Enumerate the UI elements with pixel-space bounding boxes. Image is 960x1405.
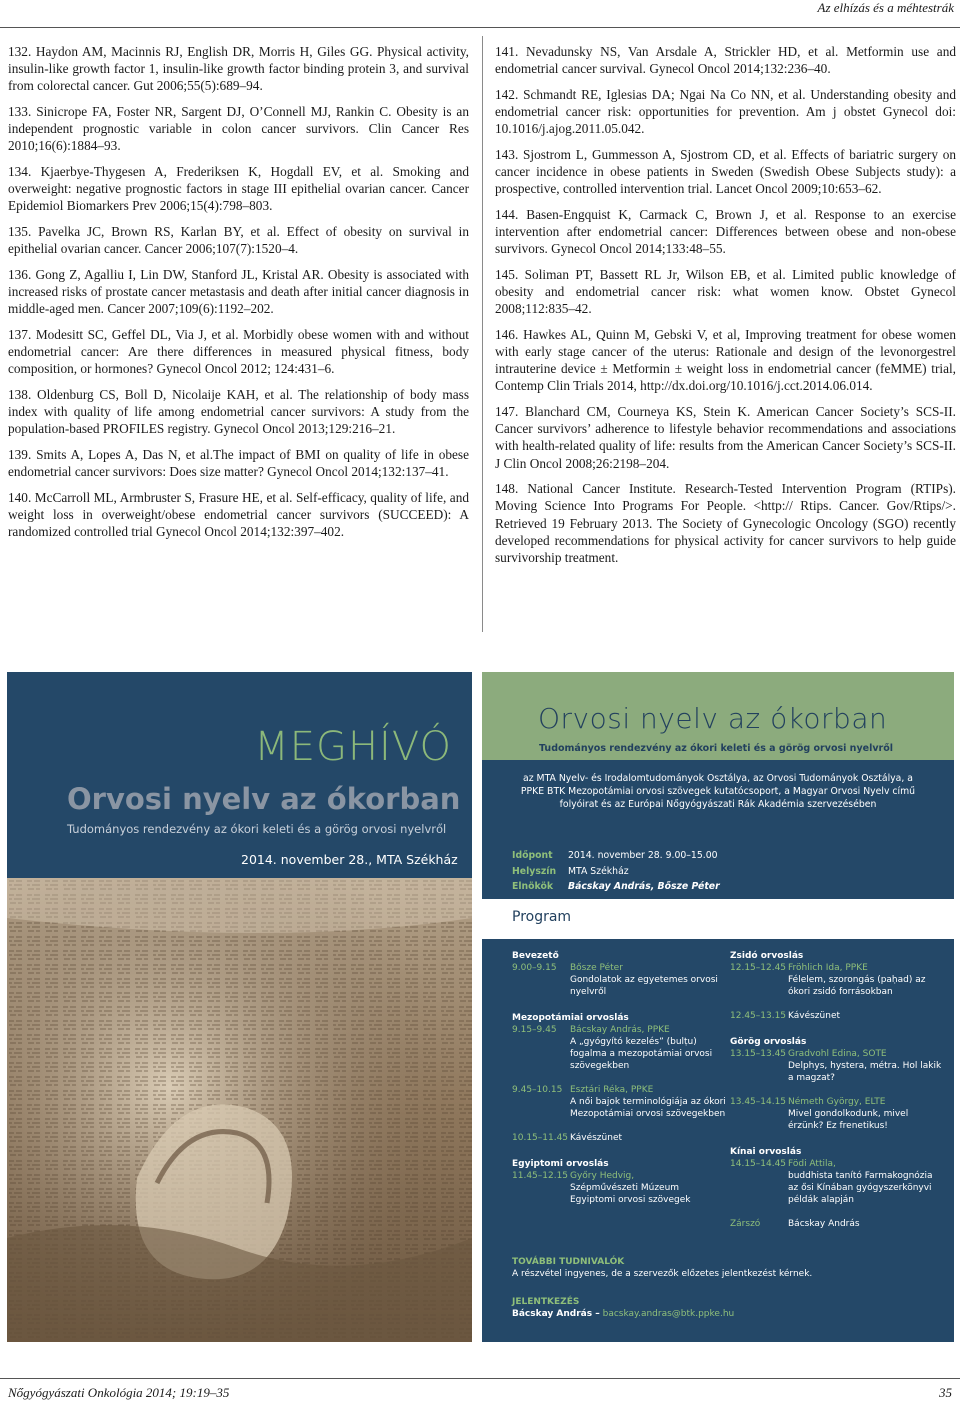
schedule-item [512, 1084, 727, 1120]
schedule-item [730, 1010, 945, 1022]
schedule-time: 12.45–13.15 [730, 1011, 787, 1021]
schedule-time: Zárszó [730, 1219, 761, 1229]
schedule-speaker: Győry Hedvig, [570, 1171, 635, 1181]
schedule-gap [512, 1072, 727, 1084]
schedule-description: Delphys, hystera, métra. Hol lakik a magzat? [788, 1061, 942, 1083]
schedule-item [512, 1132, 727, 1144]
schedule-gap [730, 1084, 945, 1096]
reference-item: 147. Blanchard CM, Courneya KS, Stein K. American Cancer Society’s SCS-II. Cancer survivors’ adherence to lifestyle behavior recommendations and associations with health-related quality of life: results from the American Cancer Society’s SCS-II. J Clin Oncol 2008;26:2198–204. [495, 404, 956, 471]
poster-right-subtitle: Tudományos rendezvény az ókori keleti és a görög orvosi nyelvről [539, 743, 894, 754]
notes-apply-line [512, 1308, 812, 1320]
reference-item: 133. Sinicrope FA, Foster NR, Sargent DJ, O’Connell MJ, Rankin C. Obesity is an independent prognostic variable in colon cancer survivors. Clin Cancer Res 2010;16(6):1884–93. [8, 104, 469, 154]
reference-item: 146. Hawkes AL, Quinn M, Gebski V, et al, Improving treatment for obese women with early stage cancer of the uterus: Rationale and design of the levonorgestrel intrauterine device ± Metformin ± weight loss in endometrial cancer (feMME) trial, Contemp Clin Trials 2014, http://dx.doi.org/10.1016/j.cct.2014.06.014. [495, 326, 956, 394]
references-left-column [8, 43, 469, 549]
poster-artwork [7, 878, 472, 1342]
schedule-gap [730, 998, 945, 1010]
reference-item: 137. Modesitt SC, Geffel DL, Via J, et al. Morbidly obese women with and without endometrial cancer: Are there differences in measured physical fitness, body composition, or hormones? Gynecol Oncol 2012; 124:431–6. [8, 326, 469, 377]
schedule-time: 13.15–13.45 [730, 1049, 787, 1059]
poster-meghivo: MEGHÍVÓ [254, 724, 452, 770]
schedule-left-column [512, 950, 727, 1220]
schedule-details [570, 1132, 727, 1144]
schedule-details [570, 1170, 727, 1206]
info-key: Elnökök [512, 881, 554, 892]
reference-item: 145. Soliman PT, Bassett RL Jr, Wilson EB, et al. Limited public knowledge of obesity and endometrial cancer risk: what women know. Obstet Gynecol 2008;112:835–42. [495, 266, 956, 317]
reference-item: 142. Schmandt RE, Iglesias DA; Ngai Na Co NN, et al. Understanding obesity and endometrial cancer risk: opportunities for prevention. Am j obstet Gynecol doi: 10.1016/j.ajog.2011.05.042. [495, 86, 956, 137]
references-right-column [495, 43, 956, 575]
reference-item: 136. Gong Z, Agalliu I, Lin DW, Stanford JL, Kristal AR. Obesity is associated with increased risks of prostate cancer metastasis and death after initial cancer diagnosis in middle-aged men. Cancer 2007;109(6):1192–202. [8, 266, 469, 317]
reference-item: 139. Smits A, Lopes A, Das N, et al.The impact of BMI on quality of life in obese endometrial cancer survivors: Does size matter? Gynecol Oncol 2014;132:137–41. [8, 446, 469, 479]
reference-item: 148. National Cancer Institute. Research-Tested Intervention Program (RTIPs). Moving Science Into Programs For People. <http:// Rtips. Cancer. Gov/Rtips/>. Retrieved 19 February 2013. The Society of Gynecologic Oncology (SGO) recently developed recommendations for physical activity for cancer survivors to help guide survivorship treatment. [495, 481, 956, 566]
schedule-speaker: Födi Attila, [788, 1159, 836, 1169]
schedule-time: 12.15–12.45 [730, 963, 787, 973]
schedule-block [512, 950, 727, 998]
info-value: 2014. november 28. 9.00–15.00 [568, 850, 718, 861]
footer-journal: Nőgyógyászati Onkológia 2014; 19:19–35 [8, 1385, 230, 1400]
schedule-time: 11.45–12.15 [512, 1171, 569, 1181]
apply-name: Bácskay András – [512, 1309, 600, 1319]
schedule-details [570, 1024, 727, 1072]
reference-item: 141. Nevadunsky NS, Van Arsdale A, Strickler HD, et al. Metformin use and endometrial cancer survival. Gynecol Oncol 2014;132:236–40. [495, 44, 956, 77]
reference-item: 132. Haydon AM, Macinnis RJ, English DR, Morris H, Giles GG. Physical activity, insulin-like growth factor 1, insulin-like growth factor binding protein 3, and survival from colorectal cancer. Gut 2006;55(5):689–94. [8, 44, 469, 94]
poster-left-panel [7, 672, 472, 1342]
schedule-time: 14.15–14.45 [730, 1159, 787, 1169]
schedule-details [788, 1010, 945, 1022]
schedule-description: Mivel gondolkodunk, mivel érzünk? Ez frenetikus! [788, 1109, 909, 1131]
schedule-speaker: Németh György, ELTE [788, 1097, 886, 1107]
schedule-item [730, 1218, 945, 1230]
running-header: Az elhízás és a méhtestrák [817, 0, 954, 15]
schedule-details [570, 1084, 727, 1120]
reference-item: 140. McCarroll ML, Armbruster S, Frasure HE, et al. Self-efficacy, quality of life, and weight loss in overweight/obese endometrial cancer survivors (SUCCEED): A randomized controlled trial Gynecol Oncol 2014;132:397–402. [8, 489, 469, 539]
poster-date-line: 2014. november 28., MTA Székház [241, 852, 458, 867]
schedule-heading: Görög orvoslás [730, 1037, 807, 1047]
schedule-description: Bácskay András [788, 1219, 860, 1229]
schedule-speaker: Bősze Péter [570, 963, 623, 973]
schedule-block [512, 1158, 727, 1206]
schedule-item [512, 962, 727, 998]
schedule-time: 10.15–11.45 [512, 1133, 569, 1143]
info-key: Időpont [512, 850, 553, 861]
schedule-item [512, 1024, 727, 1072]
schedule-speaker: Esztári Réka, PPKE [570, 1085, 654, 1095]
schedule-description: Kávészünet [570, 1133, 623, 1143]
program-label: Program [512, 909, 572, 925]
schedule-time: 9.15–9.45 [512, 1025, 557, 1035]
column-divider [482, 36, 483, 632]
schedule-details [570, 962, 727, 998]
schedule-heading: Mezopotámiai orvoslás [512, 1013, 629, 1023]
footer-rule [0, 1378, 960, 1379]
schedule-heading: Kínai orvoslás [730, 1147, 802, 1157]
poster-notes [512, 1256, 812, 1320]
schedule-details [788, 1048, 945, 1084]
footer-page-number: 35 [939, 1385, 952, 1400]
notes-more-heading: TOVÁBBI TUDNIVALÓK [512, 1257, 625, 1267]
schedule-description: A „gyógyító kezelés” (bulṭu) fogalma a mezopotámiai orvosi szövegekben [570, 1037, 713, 1071]
schedule-heading: Zsidó orvoslás [730, 951, 804, 961]
schedule-description: Félelem, szorongás (paḥad) az ókori zsidó forrásokban [788, 975, 926, 997]
info-row-venue [512, 864, 720, 880]
schedule-block [730, 950, 945, 1022]
schedule-item [730, 1048, 945, 1084]
schedule-gap [512, 1120, 727, 1132]
notes-apply-heading: JELENTKEZÉS [512, 1297, 580, 1307]
schedule-description: Gondolatok az egyetemes orvosi nyelvről [570, 975, 718, 997]
schedule-heading: Egyiptomi orvoslás [512, 1159, 609, 1169]
schedule-details [788, 962, 945, 998]
info-row-chairs [512, 879, 720, 895]
schedule-details [788, 1158, 945, 1206]
reference-item: 143. Sjostrom L, Gummesson A, Sjostrom CD, et al. Effects of bariatric surgery on cancer incidence in obese patients in Sweden (Swedish Obese Subjects study): a prospective, controlled intervention trial. Lancet Oncol 2009;10:653–62. [495, 146, 956, 197]
info-row-time [512, 848, 720, 864]
schedule-item [730, 962, 945, 998]
schedule-time: 9.45–10.15 [512, 1085, 563, 1095]
schedule-time: 13.45–14.15 [730, 1097, 787, 1107]
schedule-heading: Bevezető [512, 951, 559, 961]
info-value: Bácskay András, Bősze Péter [568, 881, 720, 892]
schedule-description: Szépművészeti Múzeum Egyiptomi orvosi szövegek [570, 1183, 691, 1205]
schedule-description: buddhista tanító Farmakognózia az ősi Kínában gyógyszerkönyvi példák alapján [788, 1171, 933, 1205]
schedule-item [512, 1170, 727, 1206]
schedule-description: Kávészünet [788, 1011, 841, 1021]
reference-item: 138. Oldenburg CS, Boll D, Nicolaije KAH, et al. The relationship of body mass index with quality of life among endometrial cancer survivors: A study from the population-based PROFILES registry. Gynecol Oncol 2013;129:216–21. [8, 386, 469, 437]
poster-right-panel [482, 672, 954, 1342]
schedule-gap [730, 1206, 945, 1218]
schedule-block [730, 1146, 945, 1230]
info-value: MTA Székház [568, 865, 629, 877]
notes-more-text: A részvétel ingyenes, de a szervezők előzetes jelentkezést kérnek. [512, 1269, 813, 1279]
reference-item: 134. Kjaerbye-Thygesen A, Frederiksen K, Hogdall EV, et al. Smoking and overweight: negative prognostic factors in stage III epithelial ovarian cancer. Cancer Epidemiol Biomarkers Prev 2006;15(4):798–803. [8, 164, 469, 214]
schedule-speaker: Bácskay András, PPKE [570, 1025, 670, 1035]
schedule-details [788, 1096, 945, 1132]
schedule-speaker: Gradvohl Edina, SOTE [788, 1049, 887, 1059]
schedule-speaker: Fröhlich Ida, PPKE [788, 963, 868, 973]
schedule-description: A női bajok terminológiája az ókori Mezopotámiai orvosi szövegekben [570, 1097, 726, 1119]
poster-title: Orvosi nyelv az ókorban [67, 782, 461, 816]
poster-subtitle: Tudományos rendezvény az ókori keleti és a görög orvosi nyelvről [67, 822, 447, 836]
info-key: Helyszín [512, 865, 557, 877]
poster-right-title: Orvosi nyelv az ókorban [538, 702, 888, 735]
schedule-block [512, 1012, 727, 1144]
schedule-time: 9.00–9.15 [512, 963, 557, 973]
schedule-details [788, 1218, 945, 1230]
schedule-item [730, 1158, 945, 1206]
poster-organizers: az MTA Nyelv- és Irodalomtudományok Osztálya, az Orvosi Tudományok Osztálya, a PPKE BTK Mezopotámiai orvosi szövegek kutatócsoport, a Magyar Orvosi Nyelv című folyóirat és az Európai Nőgyógyászati Rák Akadémia szervezésében [520, 773, 916, 810]
poster-info [512, 848, 720, 895]
reference-item: 144. Basen-Engquist K, Carmack C, Brown J, et al. Response to an exercise intervention after endometrial cancer: Differences between obese and non-obese survivors. Gynecol Oncol 2014;133:48–55. [495, 206, 956, 257]
schedule-right-column [730, 950, 945, 1244]
schedule-block [730, 1036, 945, 1132]
schedule-item [730, 1096, 945, 1132]
header-rule [0, 27, 960, 28]
reference-item: 135. Pavelka JC, Brown RS, Karlan BY, et al. Effect of obesity on survival in epithelial ovarian cancer. Cancer 2006;107(7):1520–4. [8, 224, 469, 257]
apply-email-link[interactable]: bacskay.andras@btk.ppke.hu [602, 1309, 735, 1319]
